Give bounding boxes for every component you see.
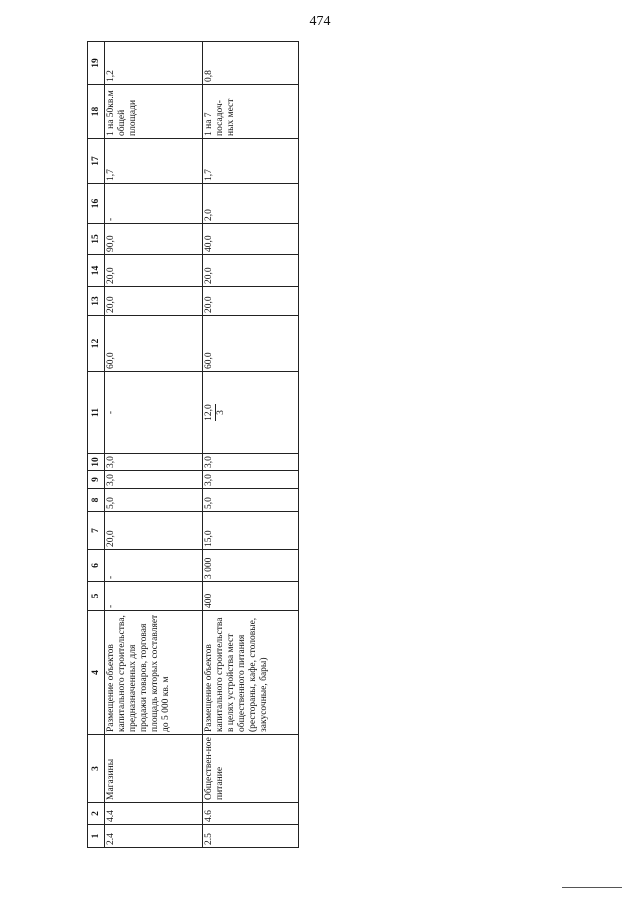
cell-16: - bbox=[105, 184, 203, 224]
page-number: 474 bbox=[309, 14, 331, 29]
cell-5: 400 bbox=[203, 582, 299, 611]
cell-17: 1,7 bbox=[105, 139, 203, 184]
cell-6: - bbox=[105, 550, 203, 582]
col-header-11: 11 bbox=[88, 372, 105, 454]
cell-18: 1 на 50кв.м общей площади bbox=[105, 85, 203, 139]
col-header-1: 1 bbox=[88, 825, 105, 848]
cell-10: 3,0 bbox=[105, 454, 203, 471]
cell-14: 20,0 bbox=[105, 255, 203, 287]
col-header-15: 15 bbox=[88, 224, 105, 255]
cell-17: 1,7 bbox=[203, 139, 299, 184]
cell-15: 40,0 bbox=[203, 224, 299, 255]
col-header-6: 6 bbox=[88, 550, 105, 582]
cell-10: 3,0 bbox=[203, 454, 299, 471]
cell-8: 5,0 bbox=[105, 489, 203, 512]
cell-description: Размещение объектов капитального строительства в целях устройства мест общественного питания (рестораны, кафе, столовые, закусочные, бары) bbox=[203, 611, 299, 735]
cell-11: - bbox=[105, 372, 203, 454]
cell-9: 3,0 bbox=[203, 471, 299, 489]
cell-code: 2.5 bbox=[203, 825, 299, 848]
col-header-19: 19 bbox=[88, 42, 105, 85]
col-header-14: 14 bbox=[88, 255, 105, 287]
header-row bbox=[88, 42, 105, 848]
cell-use-name: Обществен-ное питание bbox=[203, 735, 299, 803]
footer-rule bbox=[562, 887, 622, 888]
cell-9: 3,0 bbox=[105, 471, 203, 489]
cell-13: 20,0 bbox=[105, 287, 203, 316]
cell-12: 60,0 bbox=[105, 316, 203, 372]
col-header-5: 5 bbox=[88, 582, 105, 611]
cell-7: 20,0 bbox=[105, 512, 203, 550]
col-header-12: 12 bbox=[88, 316, 105, 372]
col-header-3: 3 bbox=[88, 735, 105, 803]
col-header-10: 10 bbox=[88, 454, 105, 471]
col-header-16: 16 bbox=[88, 184, 105, 224]
col-header-18: 18 bbox=[88, 85, 105, 139]
col-header-2: 2 bbox=[88, 803, 105, 825]
table-row bbox=[105, 42, 203, 848]
cell-description: Размещение объектов капитального строительства, предназначенных для продажи товаров, торговая площадь которых составляет до 5 000 кв. м bbox=[105, 611, 203, 735]
cell-14: 20,0 bbox=[203, 255, 299, 287]
cell-12: 60,0 bbox=[203, 316, 299, 372]
col-header-4: 4 bbox=[88, 611, 105, 735]
cell-16: 2,0 bbox=[203, 184, 299, 224]
cell-15: 90,0 bbox=[105, 224, 203, 255]
cell-use-name: Магазины bbox=[105, 735, 203, 803]
cell-6: 3 000 bbox=[203, 550, 299, 582]
table-row bbox=[203, 42, 299, 848]
cell-19: 1,2 bbox=[105, 42, 203, 85]
rotated-table-wrapper bbox=[87, 58, 299, 848]
col-header-9: 9 bbox=[88, 471, 105, 489]
fraction-denominator: 3 bbox=[215, 410, 226, 415]
cell-13: 20,0 bbox=[203, 287, 299, 316]
col-header-17: 17 bbox=[88, 139, 105, 184]
cell-code: 2.4 bbox=[105, 825, 203, 848]
col-header-8: 8 bbox=[88, 489, 105, 512]
cell-11 bbox=[203, 372, 299, 454]
fraction-numerator: 12,0 bbox=[204, 404, 214, 421]
cell-5: - bbox=[105, 582, 203, 611]
col-header-7: 7 bbox=[88, 512, 105, 550]
cell-use-code: 4.6 bbox=[203, 803, 299, 825]
cell-use-code: 4.4 bbox=[105, 803, 203, 825]
cell-19: 0,8 bbox=[203, 42, 299, 85]
col-header-13: 13 bbox=[88, 287, 105, 316]
cell-8: 5,0 bbox=[203, 489, 299, 512]
regulations-table bbox=[87, 41, 299, 848]
fraction bbox=[204, 404, 227, 421]
cell-18: 1 на 7 посадоч-ных мест bbox=[203, 85, 299, 139]
cell-7: 15,0 bbox=[203, 512, 299, 550]
